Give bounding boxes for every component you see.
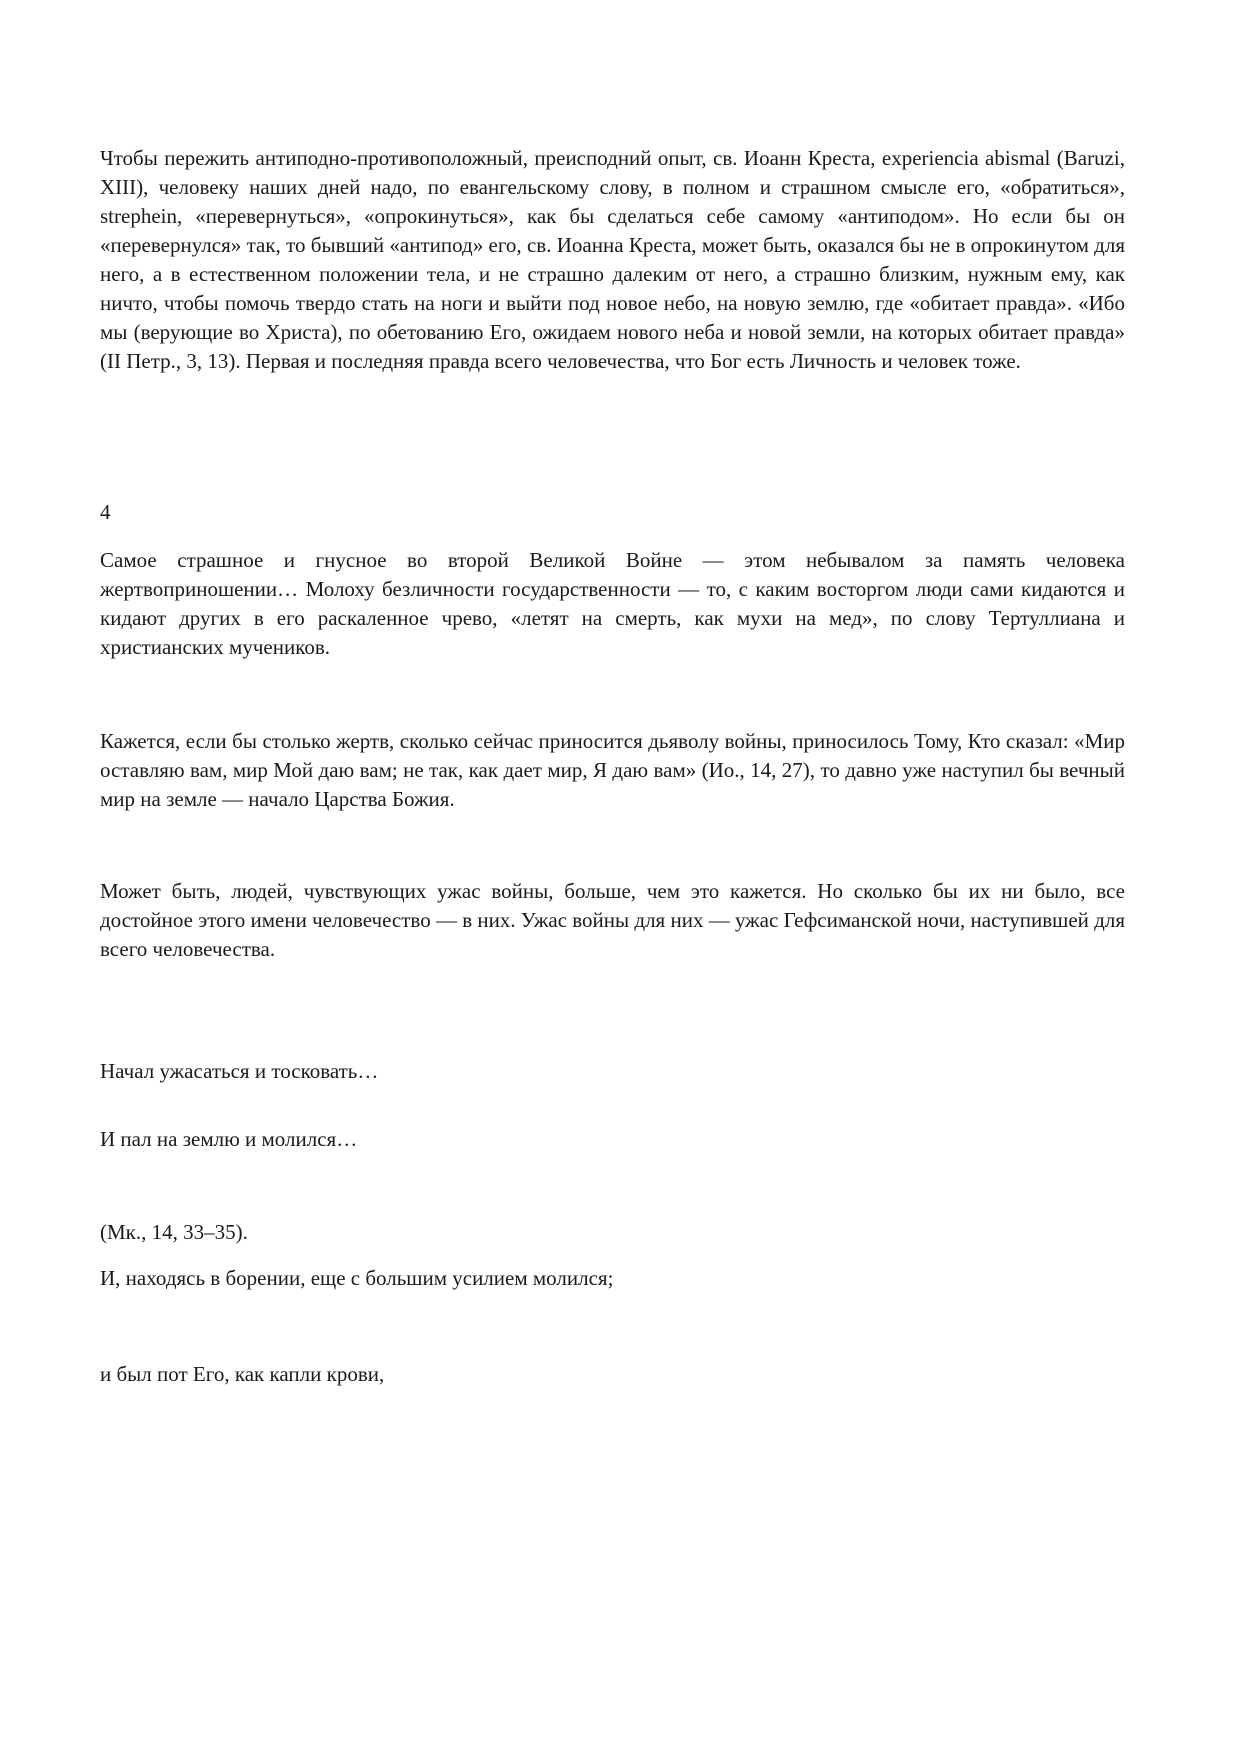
quote-line-3: И, находясь в борении, еще с большим усилием молился;	[100, 1266, 614, 1290]
section-number: 4	[100, 500, 111, 524]
paragraph-horror-of-war: Может быть, людей, чувствующих ужас войны, больше, чем это кажется. Но сколько бы их ни было, все достойное этого имени человечество — в них. Ужас войны для них — ужас Гефсиманской ночи, наступившей для всего человечества.	[100, 879, 1125, 961]
quote-line-2: И пал на землю и молился…	[100, 1127, 358, 1151]
paragraph-sacrifices: Кажется, если бы столько жертв, сколько сейчас приносится дьяволу войны, приносилось Тому, Кто сказал: «Мир оставляю вам, мир Мой даю вам; не так, как дает мир, Я даю вам» (Ио., 14, 27), то давно уже наступил бы вечный мир на земле — начало Царства Божия.	[100, 729, 1125, 811]
quote-reference: (Мк., 14, 33–35).	[100, 1220, 248, 1244]
paragraph-war: Самое страшное и гнусное во второй Великой Войне — этом небывалом за память человека жертвоприношении… Молоху безличности государственности — то, с каким восторгом люди сами кидаются и кидают других в его раскаленное чрево, «летят на смерть, как мухи на мед», по слову Тертуллиана и христианских мучеников.	[100, 548, 1125, 659]
quote-line-4: и был пот Его, как капли крови,	[100, 1362, 385, 1386]
quote-line-1: Начал ужасаться и тосковать…	[100, 1059, 379, 1083]
paragraph-john-of-the-cross: Чтобы пережить антиподно-противоположный, преисподний опыт, св. Иоанн Креста, experiencia abismal (Baruzi, XIII), человеку наших дней надо, по евангельскому слову, в полном и страшном смысле его, «обратиться», strephein, «перевернуться», «опрокинуться», как бы сделаться себе самому «антиподом». Но если бы он «перевернулся» так, то бывший «антипод» его, св. Иоанна Креста, может быть, оказался бы не в опрокинутом для него, а в естественном положении тела, и не страшно далеким от него, а страшно близким, нужным ему, как ничто, чтобы помочь твердо стать на ноги и выйти под новое небо, на новую землю, где «обитает правда». «Ибо мы (верующие во Христа), по обетованию Его, ожидаем нового неба и новой земли, на которых обитает правда» (II Петр., 3, 13). Первая и последняя правда всего человечества, что Бог есть Личность и человек тоже.	[100, 146, 1125, 373]
